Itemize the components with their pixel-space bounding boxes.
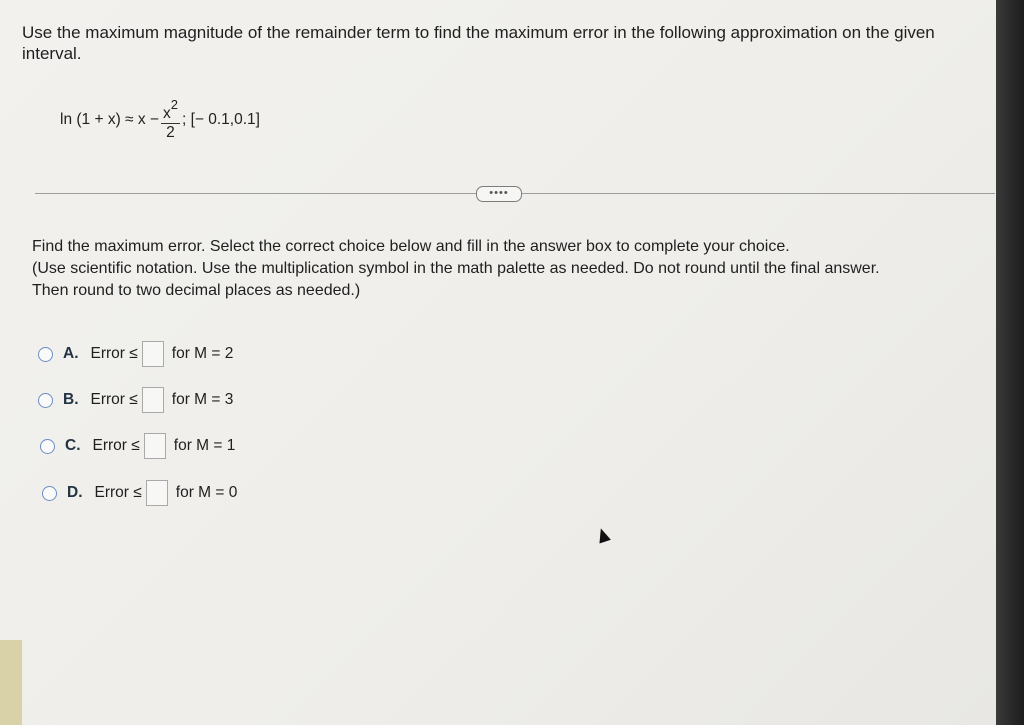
numerator-base: x	[162, 105, 171, 123]
choice-suffix: for M = 2	[171, 345, 234, 362]
choice-suffix: for M = 0	[175, 484, 238, 501]
monitor-bezel	[996, 0, 1024, 725]
answer-input[interactable]	[142, 387, 164, 413]
answer-input[interactable]	[142, 341, 164, 367]
answer-input[interactable]	[146, 480, 168, 506]
radio-button[interactable]	[40, 439, 55, 454]
choice-letter: B.	[63, 391, 79, 408]
approximation-formula	[60, 92, 260, 148]
choice-letter: A.	[63, 345, 79, 362]
instructions	[32, 236, 992, 302]
fraction-numerator	[161, 99, 180, 123]
formula-interval: ; [− 0.1,0.1]	[181, 111, 260, 128]
choice-suffix: for M = 3	[171, 391, 234, 408]
choice-c[interactable]	[40, 432, 235, 460]
radio-button[interactable]	[38, 393, 53, 408]
choice-letter: C.	[65, 437, 81, 454]
choice-suffix: for M = 1	[173, 437, 236, 454]
formula-lhs: ln (1 + x) ≈ x −	[60, 111, 159, 128]
choice-prefix: Error ≤	[90, 391, 138, 408]
background-edge	[0, 640, 22, 725]
radio-button[interactable]	[38, 347, 53, 362]
instructions-line-2: (Use scientific notation. Use the multiplication symbol in the math palette as needed. Do not round until the final answer.	[32, 260, 880, 277]
fraction-denominator: 2	[166, 123, 175, 141]
choice-d[interactable]	[42, 479, 237, 507]
choice-letter: D.	[67, 484, 83, 501]
radio-button[interactable]	[42, 486, 57, 501]
formula-fraction	[161, 99, 180, 140]
numerator-exponent: 2	[170, 97, 178, 113]
instructions-line-3: Then round to two decimal places as needed.)	[32, 282, 361, 299]
mouse-cursor-icon	[595, 526, 611, 543]
expand-more-button[interactable]: ••••	[476, 186, 522, 202]
choice-prefix: Error ≤	[94, 484, 142, 501]
choice-a[interactable]	[38, 340, 233, 368]
question-text: Use the maximum magnitude of the remainder term to find the maximum error in the following approximation on the given interval.	[22, 23, 935, 63]
choice-prefix: Error ≤	[90, 345, 138, 362]
instructions-line-1: Find the maximum error. Select the correct choice below and fill in the answer box to complete your choice.	[32, 238, 790, 255]
choice-prefix: Error ≤	[92, 437, 140, 454]
choice-b[interactable]	[38, 386, 233, 414]
answer-input[interactable]	[144, 433, 166, 459]
